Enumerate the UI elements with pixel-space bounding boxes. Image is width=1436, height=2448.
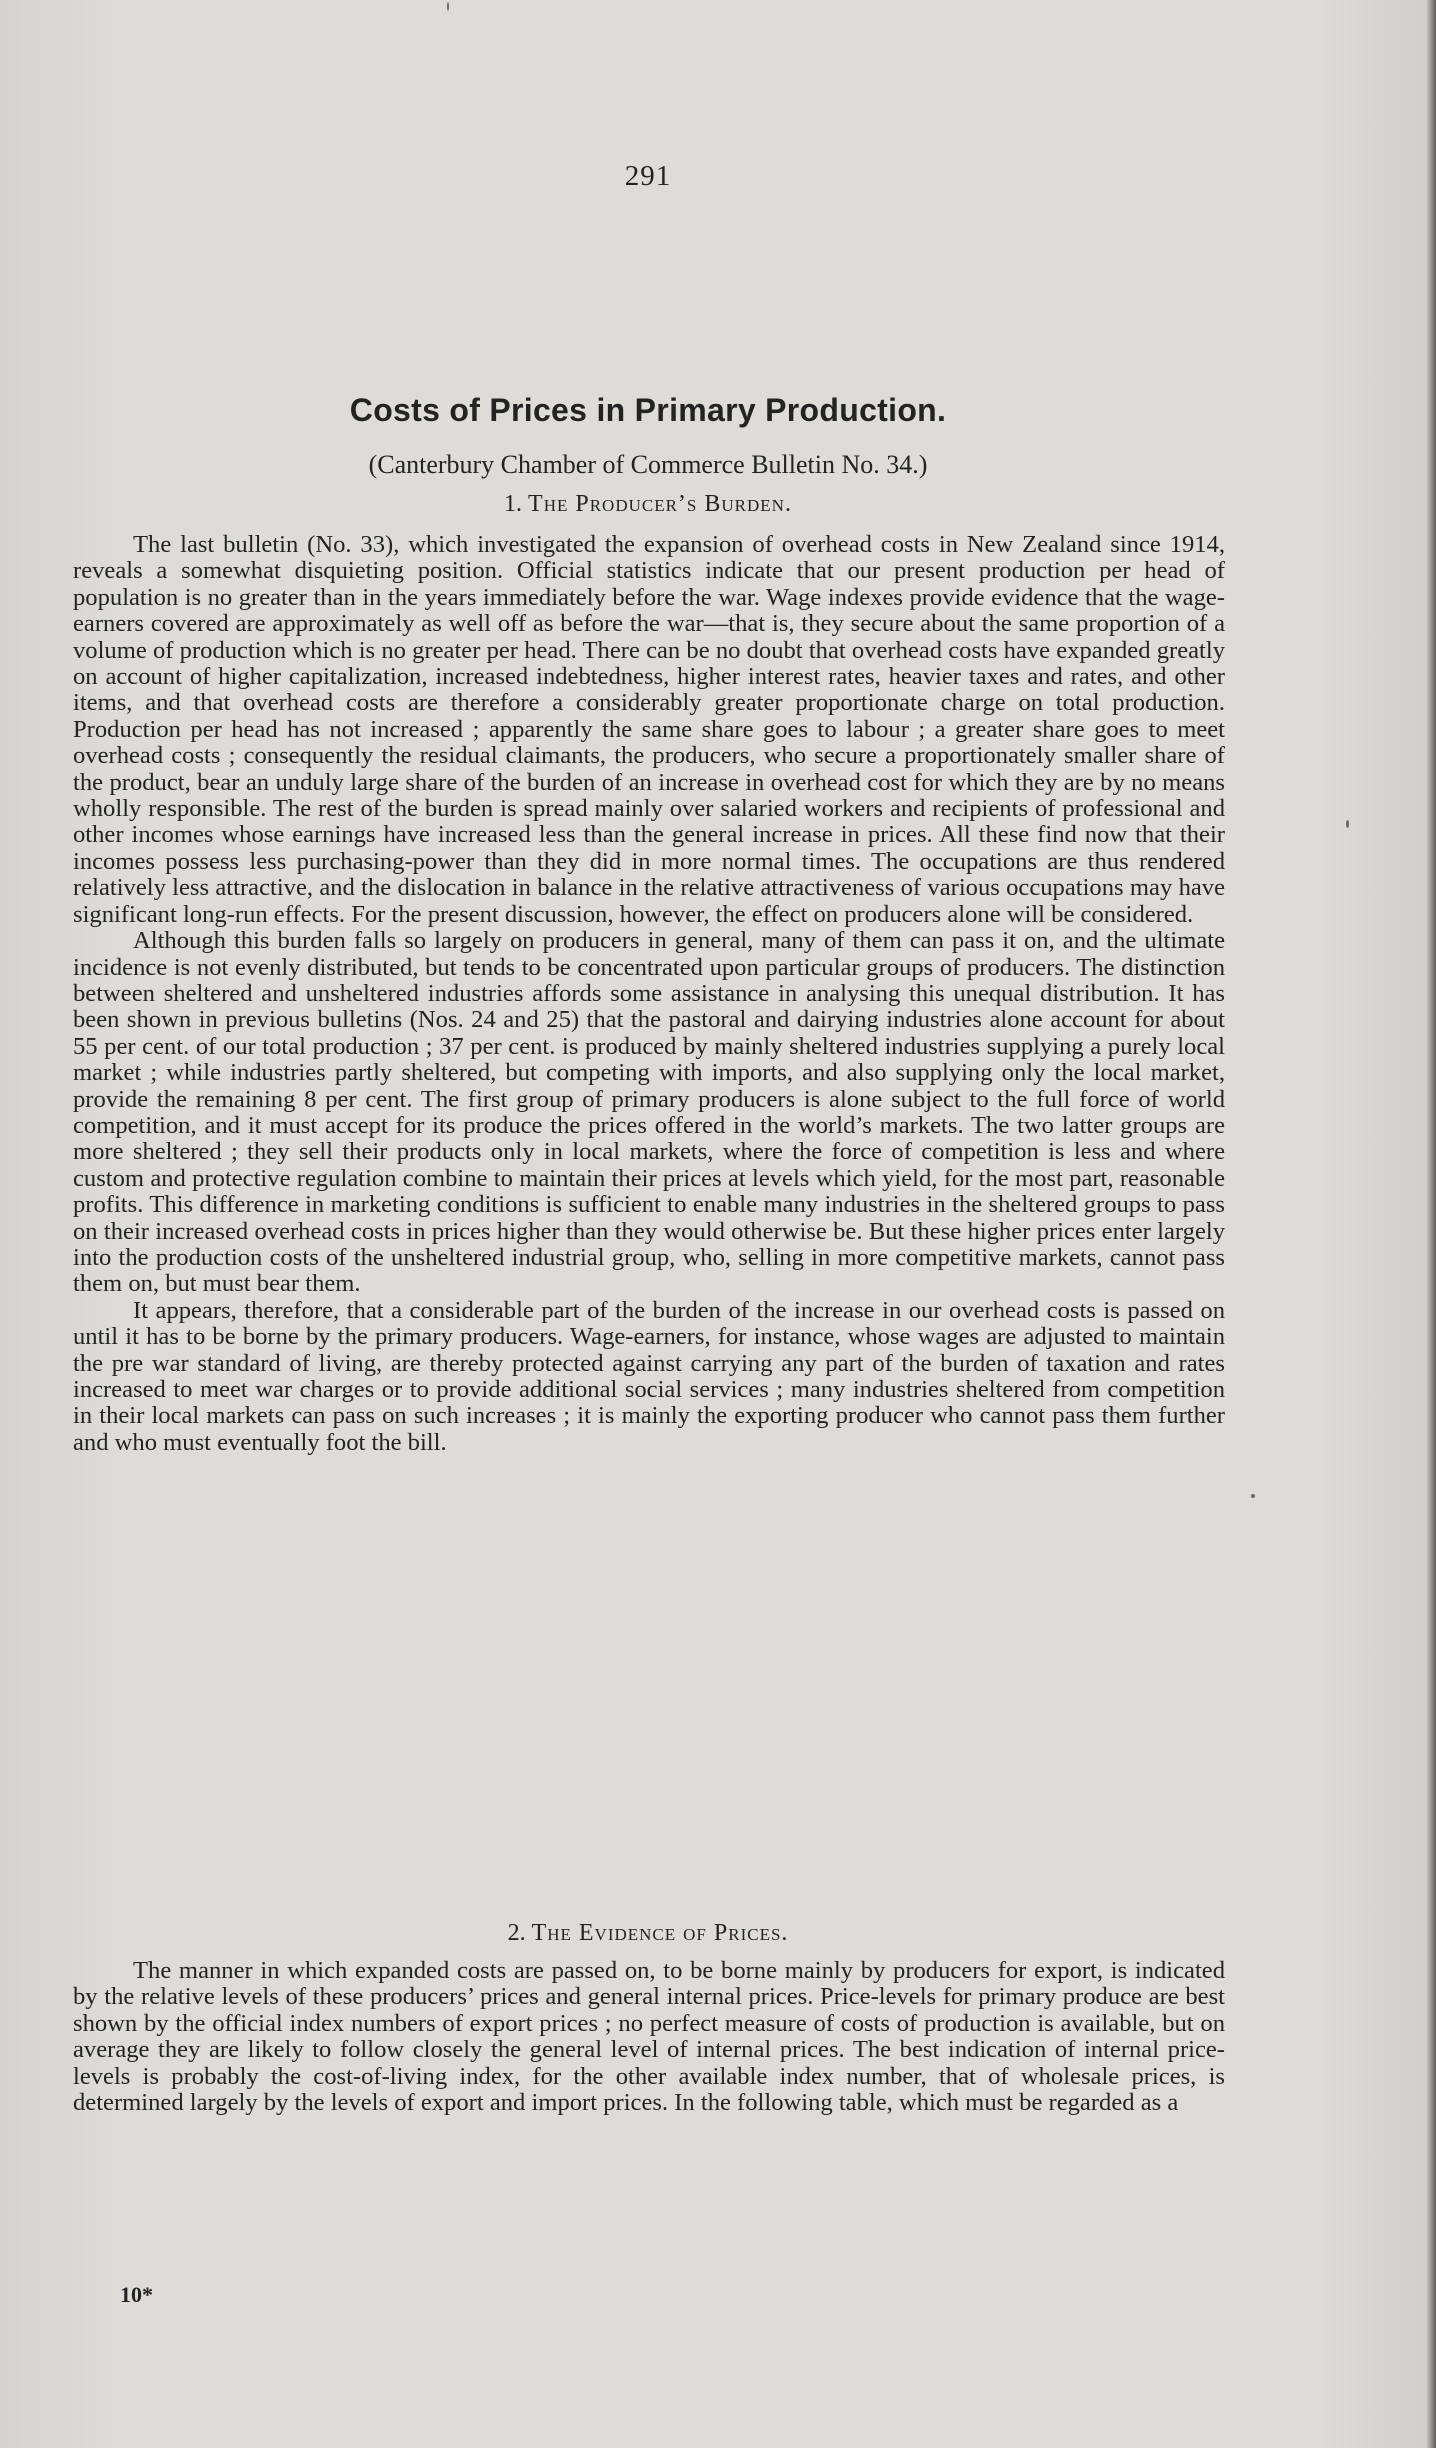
section-2-number: 2.	[507, 1920, 526, 1946]
section-1-body	[73, 532, 1225, 1456]
section-1-number: 1.	[504, 491, 523, 517]
paragraph: The last bulletin (No. 33), which investigated the expansion of overhead costs in New Zealand since 1914, reveals a somewhat disquieting position. Official statistics indicate that our present production per head of population is no greater than in the years immediately before the war. Wage indexes provide evidence that the wage-earners covered are approximately as well off as before the war—that is, they secure about the same proportion of a volume of production which is no greater per head. There can be no doubt that overhead costs have expanded greatly on account of higher capitalization, increased indebtedness, higher interest rates, heavier taxes and rates, and other items, and that overhead costs are therefore a considerably greater proportionate charge on total production. Production per head has not increased ; apparently the same share goes to labour ; a greater share goes to meet overhead costs ; consequently the residual claimants, the producers, who secure a proportionately smaller share of the product, bear an unduly large share of the burden of an increase in overhead cost for which they are by no means wholly responsible. The rest of the burden is spread mainly over salaried workers and recipients of professional and other incomes whose earnings have increased less than the general increase in prices. All these find now that their incomes possess less purchasing-power than they did in more normal times. The occupations are thus rendered relatively less attractive, and the dislocation in balance in the relative attractiveness of various occupations may have significant long-run effects. For the present discussion, however, the effect on producers alone will be considered.	[73, 531, 1225, 928]
paragraph: Although this burden falls so largely on producers in general, many of them can pass it on, and the ultimate incidence is not evenly distributed, but tends to be concentrated upon particular groups of producers. The distinction between sheltered and unsheltered industries affords some assistance in analysing this unequal distribution. It has been shown in previous bulletins (Nos. 24 and 25) that the pastoral and dairying industries alone account for about 55 per cent. of our total production ; 37 per cent. is produced by mainly sheltered industries supplying a purely local market ; while industries partly sheltered, but competing with imports, and also supplying only the local market, provide the remaining 8 per cent. The first group of primary producers is alone subject to the full force of world competition, and it must accept for its produce the prices offered in the world’s markets. The two latter groups are more sheltered ; they sell their products only in local markets, where the force of competition is less and where custom and protective regulation combine to maintain their prices at levels which yield, for the most part, reasonable profits. This difference in marketing conditions is sufficient to enable many industries in the sheltered groups to pass on their increased overhead costs in prices higher than they would otherwise be. But these higher prices enter largely into the production costs of the unsheltered industrial group, who, selling in more competitive markets, cannot pass them on, but must bear them.	[73, 927, 1225, 1298]
paragraph: The manner in which expanded costs are passed on, to be borne mainly by producers for export, is indicated by the relative levels of these producers’ prices and general internal prices. Price-levels for primary produce are best shown by the official index numbers of export prices ; no perfect measure of costs of production is available, but on average they are likely to follow closely the general level of internal prices. The best indication of internal price-levels is probably the cost-of-living index, for the other available index number, that of wholesale prices, is determined largely by the levels of export and import prices. In the following table, which must be regarded as a	[73, 1957, 1225, 2117]
article-subtitle: (Canterbury Chamber of Commerce Bulletin No. 34.)	[368, 450, 928, 479]
article-title: Costs of Prices in Primary Production.	[349, 392, 947, 428]
speck-mark	[1251, 1494, 1255, 1498]
paragraph: It appears, therefore, that a considerable part of the burden of the increase in our overhead costs is passed on until it has to be borne by the primary producers. Wage-earners, for instance, whose wages are adjusted to maintain the pre war standard of living, are thereby protected against carrying any part of the burden of taxation and rates increased to meet war charges or to provide additional social services ; many industries sheltered from competition in their local markets can pass on such increases ; it is mainly the exporting producer who cannot pass them further and who must eventually foot the bill.	[73, 1296, 1225, 1456]
signature-mark: 10*	[120, 2282, 153, 2307]
section-2-heading	[0, 1920, 1296, 1947]
section-1-title: The Producer’s Burden.	[528, 491, 792, 517]
speck-mark	[1346, 820, 1349, 828]
speck-mark	[447, 2, 449, 11]
section-2-title: The Evidence of Prices.	[531, 1920, 789, 1946]
page-edge-shadow	[1426, 0, 1436, 2448]
page-number: 291	[624, 160, 672, 192]
section-2-body	[73, 1958, 1225, 2116]
section-1-heading	[0, 491, 1296, 518]
